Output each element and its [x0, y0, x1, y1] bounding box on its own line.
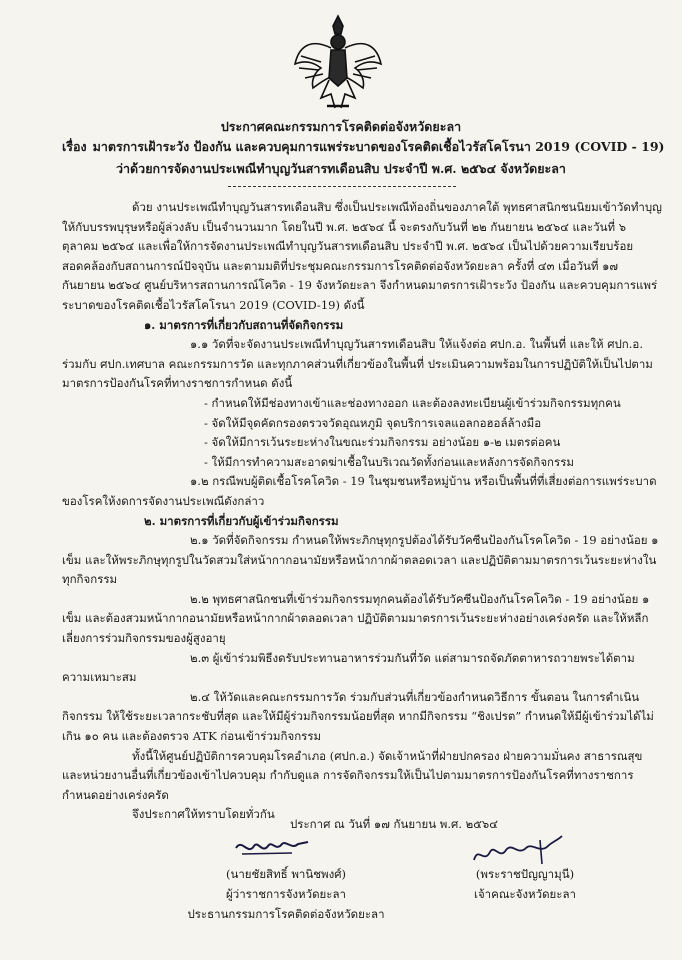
governor-signature-icon: [232, 834, 312, 860]
governor-title: ผู้ว่าราชการจังหวัดยะลา: [226, 887, 346, 901]
subject-label: เรื่อง: [62, 139, 87, 154]
announcement-subtitle: ว่าด้วยการจัดงานประเพณีทำบุญวันสารทเดือนสิบ ประจำปี พ.ศ. ๒๕๖๔ จังหวัดยะลา: [116, 161, 566, 176]
section2-heading: ๒. มาตรการที่เกี่ยวกับผู้เข้าร่วมกิจกรรม: [144, 513, 339, 528]
date-line: ประกาศ ณ วันที่ ๑๗ กันยายน พ.ศ. ๒๕๖๔: [290, 817, 498, 831]
announcement-title: ประกาศคณะกรรมการโรคติดต่อจังหวัดยะลา: [220, 119, 462, 134]
subject-line: [62, 138, 682, 156]
garuda-emblem-icon: [291, 12, 385, 112]
section2-item: ๒.๑ วัดที่จัดกิจกรรม กำหนดให้พระภิกษุทุกรูปต้องได้รับวัคซีนป้องกันโรคโควิด - 19 อย่างน้อย ๑ เข็ม และให้พระภิกษุทุกรูปในวัดสวมใส่หน้ากากอนามัยหรือหน้ากากผ้าตลอดเวลา และปฏิบัติตามมาตรการเว้นระยะห่างในทุกกิจกรรม: [62, 533, 659, 587]
announcement-body: [62, 198, 662, 825]
monk-title: เจ้าคณะจังหวัดยะลา: [474, 887, 576, 901]
section1-item-2: ๑.๒ กรณีพบผู้ติดเชื้อโรคโควิด - 19 ในชุมชนหรือหมู่บ้าน หรือเป็นพื้นที่ที่เสี่ยงต่อการแพร่ระบาดของโรคให้งดการจัดงานประเพณีดังกล่าว: [62, 474, 657, 508]
section2-item: ๒.๔ ให้วัดและคณะกรรมการวัด ร่วมกับส่วนที่เกี่ยวข้องกำหนดวิธีการ ขั้นตอน ในการดำเนินกิจกรรม ให้ใช้ระยะเวลากระชับที่สุด และให้มีผู้ร่วมกิจกรรมน้อยที่สุด หากมีกิจกรรม “ชิงเปรต” กำหนดให้มีผู้เข้าร่วมได้ไม่เกิน ๑๐ คน และต้องตรวจ ATK ก่อนเข้าร่วมกิจกรรม: [62, 689, 654, 744]
section2-item: ๒.๒ พุทธศาสนิกชนที่เข้าร่วมกิจกรรมทุกคนต้องได้รับวัคซีนป้องกันโรคโควิด - 19 อย่างน้อย ๑ เข็ม และต้องสวมหน้ากากอนามัยหรือหน้ากากผ้าตลอดเวลา ปฏิบัติตามมาตรการเว้นระยะห่างอย่างเคร่งครัด และให้หลีกเลี่ยงการร่วมกิจกรรมของผู้สูงอายุ: [62, 591, 650, 646]
monk-signature-icon: [470, 834, 570, 868]
section1-item-1: ๑.๑ วัดที่จะจัดงานประเพณีทำบุญวันสารทเดือนสิบ ให้แจ้งต่อ ศปก.อ. ในพื้นที่ และให้ ศปก.อ. ร่วมกับ ศปก.เทศบาล คณะกรรมการวัด และทุกภาคส่วนที่เกี่ยวข้องในพื้นที่ ประเมินความพร้อมในการปฏิบัติให้เป็นไปตามมาตรการป้องกันโรคที่ทางราชการกำหนด ดังนี้: [62, 337, 653, 391]
section2-item: ๒.๓ ผู้เข้าร่วมพิธีงดรับประทานอาหารร่วมกันที่วัด แต่สามารถจัดภัตตาหารถวายพระได้ตามความเหมาะสม: [62, 650, 635, 685]
governor-signature-block: [176, 864, 396, 924]
intro-paragraph: ด้วย งานประเพณีทำบุญวันสารทเดือนสิบ ซึ่งเป็นประเพณีท้องถิ่นของภาคใต้ พุทธศาสนิกชนนิยมเข้าวัดทำบุญให้กับบรรพบุรุษหรือผู้ล่วงลับ เป็นจำนวนมาก โดยในปี พ.ศ. ๒๕๖๔ นี้ จะตรงกับวันที่ ๒๒ กันยายน ๒๕๖๔ และวันที่ ๖ ตุลาคม ๒๕๖๔ และเพื่อให้การจัดงานประเพณีทำบุญวันสารทเดือนสิบ ประจำปี พ.ศ. ๒๕๖๔ เป็นไปด้วยความเรียบร้อยสอดคล้องกับสถานการณ์ปัจจุบัน และตามมติที่ประชุมคณะกรรมการโรคติดต่อจังหวัดยะลา ครั้งที่ ๔๓ เมื่อวันที่ ๑๗ กันยายน ๒๕๖๔ ศูนย์บริหารสถานการณ์โควิด - 19 จังหวัดยะลา จึงกำหนดมาตรการเฝ้าระวัง ป้องกัน และควบคุมการแพร่ระบาดของโรคติดเชื้อไวรัสโคโรนา 2019 (COVID-19) ดังนี้: [62, 200, 662, 312]
bullet-item: - จัดให้มีจุดคัดกรองตรวจวัดอุณหภูมิ จุดบริการเจลแอลกอฮอล์ล้างมือ: [204, 415, 542, 430]
announce-line: จึงประกาศให้ทราบโดยทั่วกัน: [132, 807, 275, 822]
closing-paragraph: ทั้งนี้ให้ศูนย์ปฏิบัติการควบคุมโรคอำเภอ (ศปก.อ.) จัดเจ้าหน้าที่ฝ่ายปกครอง ฝ่ายความมั่นคง สาธารณสุข และหน่วยงานอื่นที่เกี่ยวข้องเข้าไปควบคุม กำกับดูแล การจัดกิจกรรมให้เป็นไปตามมาตรการป้องกันโรคที่ทางราชการกำหนดอย่างเคร่งครัด: [62, 748, 643, 802]
monk-name: (พระราชปัญญามุนี): [475, 867, 575, 881]
section1-heading: ๑. มาตรการที่เกี่ยวกับสถานที่จัดกิจกรรม: [144, 317, 344, 332]
divider: [228, 186, 456, 187]
subject-text: มาตรการเฝ้าระวัง ป้องกัน และควบคุมการแพร่ระบาดของโรคติดเชื้อไวรัสโคโรนา 2019 (COVID - 19): [92, 139, 665, 154]
bullet-item: - ให้มีการทำความสะอาดฆ่าเชื้อในบริเวณวัดทั้งก่อนและหลังการจัดกิจกรรม: [204, 454, 574, 469]
governor-committee-title: ประธานกรรมการโรคติดต่อจังหวัดยะลา: [187, 907, 385, 921]
monk-signature-block: [420, 864, 630, 904]
governor-name: (นายชัยสิทธิ์ พานิชพงศ์): [225, 867, 347, 881]
bullet-item: - กำหนดให้มีช่องทางเข้าและช่องทางออก และต้องลงทะเบียนผู้เข้าร่วมกิจกรรมทุกคน: [204, 395, 621, 410]
bullet-item: - จัดให้มีการเว้นระยะห่างในขณะร่วมกิจกรรม อย่างน้อย ๑-๒ เมตรต่อคน: [204, 435, 561, 450]
